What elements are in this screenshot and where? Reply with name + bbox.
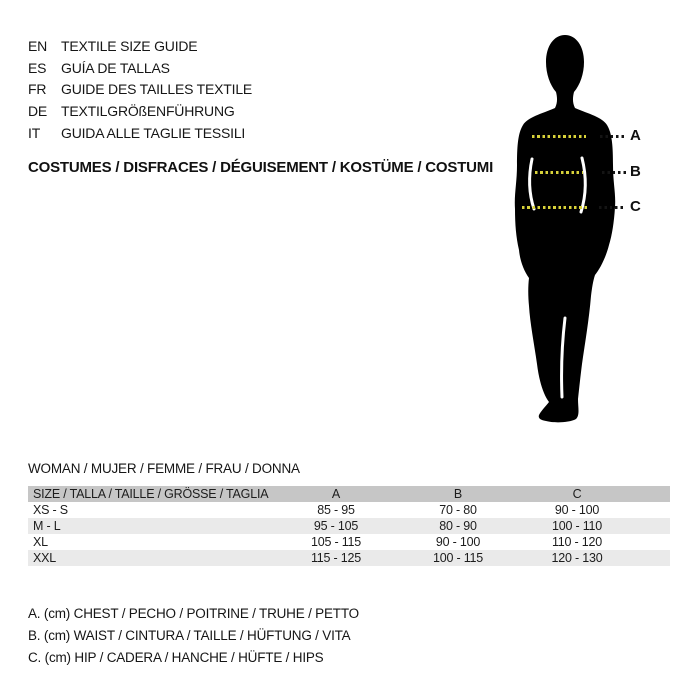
cell-c: 100 - 110	[551, 519, 603, 533]
language-code: IT	[28, 124, 41, 141]
size-table	[28, 486, 670, 566]
language-code: EN	[28, 37, 48, 54]
cell-size: XL	[33, 535, 48, 549]
cell-b: 80 - 90	[439, 519, 477, 533]
cell-b: 70 - 80	[439, 503, 477, 517]
table-row	[28, 518, 670, 534]
cell-b: 100 - 115	[432, 551, 484, 565]
table-row	[28, 534, 670, 550]
chest-measure-line	[532, 135, 586, 138]
hip-leader-line	[599, 206, 626, 209]
cell-a: 85 - 95	[317, 503, 355, 517]
cell-a: 95 - 105	[313, 519, 359, 533]
legend-hip: C. (cm) HIP / CADERA / HANCHE / HÜFTE / HIPS	[28, 650, 324, 665]
language-label: GUIDA ALLE TAGLIE TESSILI	[61, 124, 246, 141]
table-row	[28, 502, 670, 518]
language-label: GUIDE DES TAILLES TEXTILE	[61, 81, 253, 98]
header-b: B	[453, 487, 463, 501]
cell-size: XS - S	[33, 503, 68, 517]
cell-a: 105 - 115	[310, 535, 362, 549]
hip-measure-line	[522, 206, 588, 209]
cell-size: XXL	[33, 551, 57, 565]
cell-c: 120 - 130	[551, 551, 603, 565]
category-title: COSTUMES / DISFRACES / DÉGUISEMENT / KOSTÜME / COSTUMI	[28, 159, 494, 176]
language-code: DE	[28, 102, 48, 119]
woman-silhouette-figure	[495, 28, 640, 428]
cell-c: 110 - 120	[551, 535, 603, 549]
chest-leader-line	[600, 135, 627, 138]
cell-a: 115 - 125	[310, 551, 362, 565]
waist-leader-line	[602, 171, 627, 174]
header-a: A	[331, 487, 341, 501]
language-code: FR	[28, 81, 47, 98]
language-row-es	[28, 57, 252, 79]
language-row-en	[28, 35, 252, 57]
language-row-fr	[28, 78, 252, 100]
cell-size: M - L	[33, 519, 61, 533]
cell-b: 90 - 100	[435, 535, 481, 549]
legend-chest: A. (cm) CHEST / PECHO / POITRINE / TRUHE / PETTO	[28, 606, 359, 621]
language-row-de	[28, 100, 252, 122]
language-label: TEXTILE SIZE GUIDE	[61, 37, 198, 54]
waist-label: B	[630, 163, 641, 180]
waist-measure-line	[535, 171, 583, 174]
cell-c: 90 - 100	[554, 503, 600, 517]
table-row	[28, 550, 670, 566]
header-size: SIZE / TALLA / TAILLE / GRÖSSE / TAGLIA	[33, 487, 269, 501]
table-header-row	[28, 486, 670, 502]
measurement-legend	[28, 603, 359, 669]
header-c: C	[572, 487, 582, 501]
legend-waist: B. (cm) WAIST / CINTURA / TAILLE / HÜFTUNG / VITA	[28, 628, 351, 643]
language-label: TEXTILGRÖßENFÜHRUNG	[61, 102, 235, 119]
language-label: GUÍA DE TALLAS	[61, 59, 170, 76]
chest-label: A	[630, 127, 641, 144]
section-title: WOMAN / MUJER / FEMME / FRAU / DONNA	[28, 461, 300, 476]
hip-label: C	[630, 198, 641, 215]
language-row-it	[28, 122, 252, 144]
language-list	[28, 35, 252, 143]
language-code: ES	[28, 59, 47, 76]
